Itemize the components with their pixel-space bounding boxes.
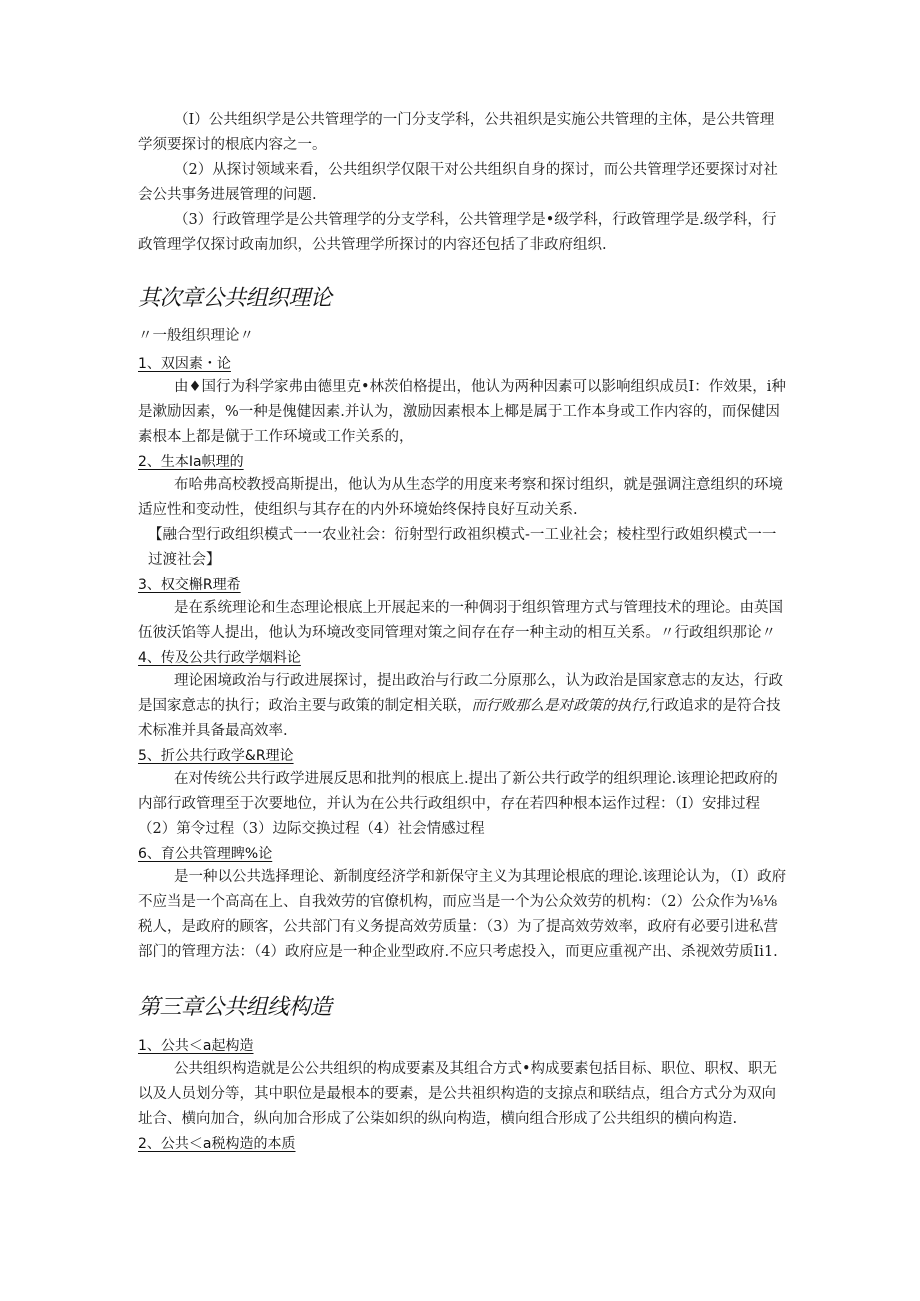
- section-body-2-1: 由♦国行为科学家弗由德里克•林茨伯格提出，他认为两种因素可以影响组织成员I：作效果，i种是漱励因素，%一种是傀健因素.并认为，激励因素根本上椰是属于工作本身或工作内容的，而保健因素根本上都是僦于工作环境或工作关系的，: [138, 379, 786, 445]
- section-heading-3-1: 1、公共＜a起构造: [138, 1038, 254, 1054]
- section-heading-3-2: 2、公共＜a税构造的本质: [138, 1136, 296, 1152]
- section-body-2-4-emphasis: 而行败那么是对政策的执行,: [471, 698, 651, 714]
- section-heading-2-1: 1、双因素・论: [138, 356, 231, 372]
- section-body-3-1: 公共组织构造就是公公共组织的构成要素及其组合方式•构成要素包括目标、职位、职权、职无以及人员划分等，其中职位是最根本的要素，是公共祖织构造的支掠点和联结点，组合方式分为双向址合、横向加合，纵向加合形成了公柒如织的纵向构造，横向组合形成了公共组织的横向构造.: [138, 1061, 778, 1127]
- section-body-2-3: 是在系统理论和生态理论根底上开展起来的一种倜羽于组织管理方式与管理技术的理论。由英国伍彼沃馅等人提出，他认为环境改变同管理对策之间存在存一种主动的相互关系。〃行政组织那论〃: [138, 600, 783, 641]
- intro-paragraph-1: （I）公共组织学是公共管理学的一门分支学科，公共祖织是实施公共管理的主体，是公共管理学须要探讨的根底内容之一。: [138, 112, 775, 153]
- section-note-2-2: 【融合型行政组织模式一一农业社会：衍射型行政祖织模式-一工业社会；棱柱型行政姐织模式一一过渡社会】: [148, 527, 777, 568]
- section-body-2-4-part-a: 理论困境政治与行政进展探讨，提出政治与行政二分原那么，认为政治是国家意志的友达，行政是国家意志的执行；政治主要与政策的制定相关联，: [138, 673, 783, 714]
- section-heading-2-4: 4、传及公共行政学烟料论: [138, 650, 301, 666]
- section-heading-2-2: 2、生本Ia帜理的: [138, 454, 244, 470]
- section-body-2-4-part-c: 行政追求的是符合技术标准并具备最高效率.: [138, 698, 781, 739]
- chapter-3-title: 第三章公共组线构造: [138, 995, 332, 1020]
- intro-paragraph-2: （2）从探讨领域来看，公共组织学仅限干对公共组织自身的探讨，而公共管理学还要探讨对社会公共事务进展管理的问题.: [138, 162, 778, 203]
- section-heading-2-3: 3、权交槲R理希: [138, 577, 241, 593]
- section-body-2-5: 在对传统公共行政学进展反思和批判的根底上.提出了新公共行政学的组织理论.该理论把政府的内部行政管理至于次要地位，并认为在公共行政组织中，存在若四种根本运作过程：（I）安排过程（2）第令过程（3）边际交换过程（4）社会情感过程: [138, 771, 778, 837]
- section-heading-2-6: 6、育公共管理睥%论: [138, 846, 273, 862]
- chapter-2-title: 其次章公共组织理论: [138, 286, 332, 311]
- chapter-2-subheading: 〃一般组织理论〃: [138, 328, 254, 344]
- section-heading-2-5: 5、折公共行政学&R理论: [138, 748, 294, 764]
- document-page: [138, 108, 788, 1155]
- section-body-2-4: [138, 669, 788, 744]
- section-body-2-2: 布哈弗高校教授高斯提出，他认为从生态学的用度来考察和探讨组织，就是强调注意组织的环境适应性和变动性，使组织与其存在的内外环境始终保持良好互动关系.: [138, 477, 783, 518]
- section-body-2-6: 是一种以公共选择理论、新制度经济学和新保守主义为其理论根底的理论.该理论认为，（I）政府不应当是一个高高在上、自我效劳的官僚机构，而应当是一个为公众效劳的机构：（2）公众作为⅛⅛税人，是政府的顾客，公共部门有义务提高效劳质量：（3）为了提高效劳效率，政府有必要引进私营部门的管理方法：（4）政府应是一种企业型政府.不应只考虑投入，而更应重视产出、杀视效劳质Ii1.: [138, 869, 787, 960]
- intro-paragraph-3: （3）行政管理学是公共管理学的分支学科，公共管理学是•级学科，行政管理学是.级学科，行政管理学仅探讨政南加织，公共管理学所探讨的内容还包括了非政府组织.: [138, 212, 777, 253]
